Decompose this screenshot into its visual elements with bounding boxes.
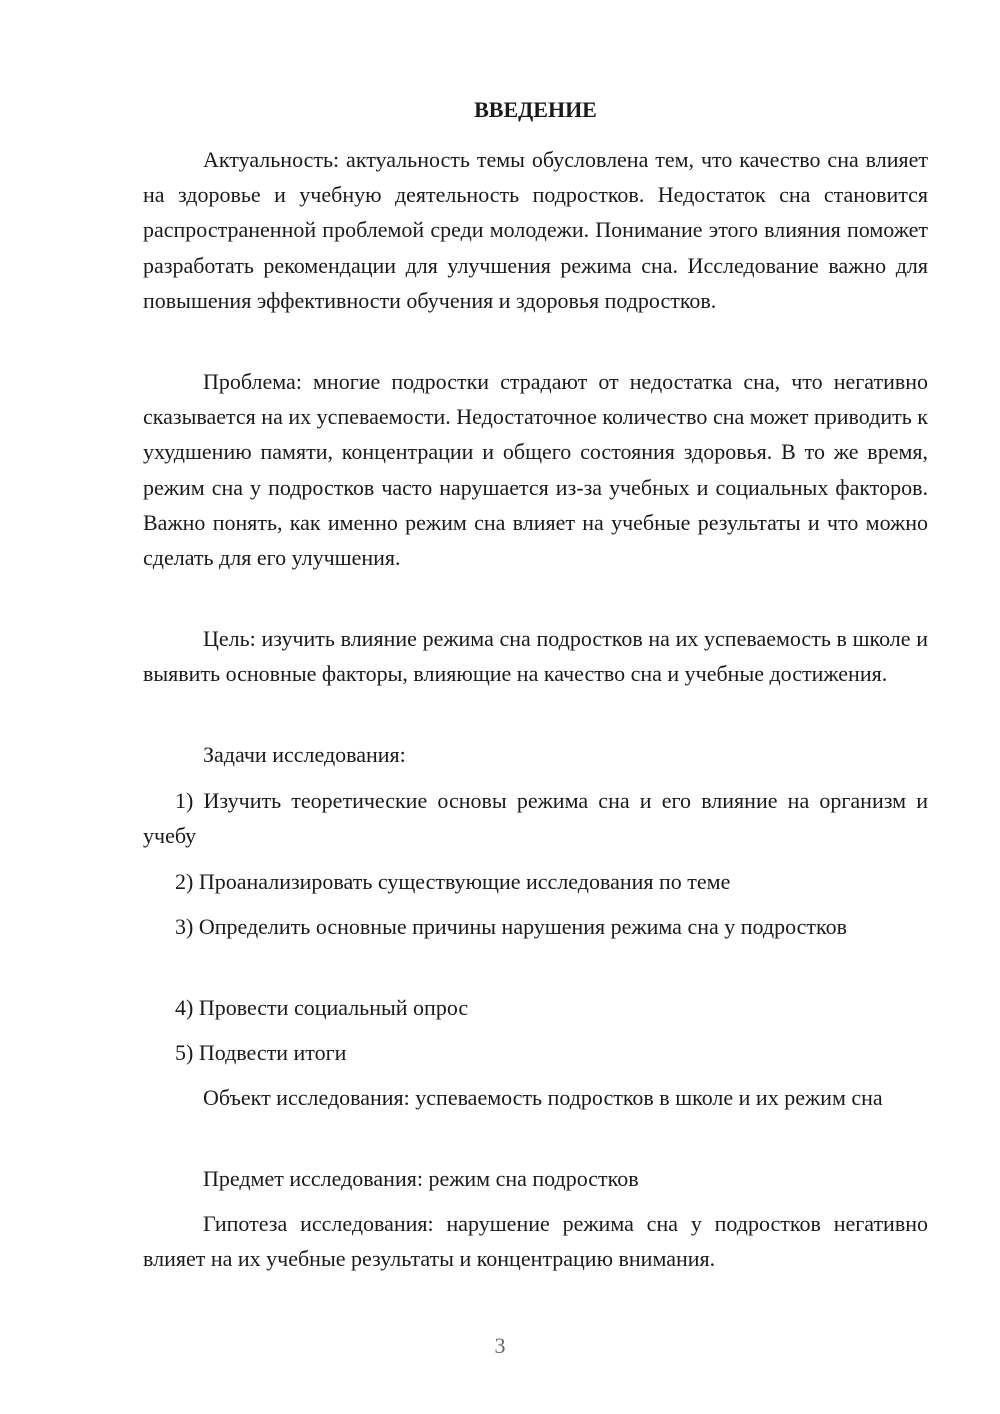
paragraph-relevance: Актуальность: актуальность темы обусловлена тем, что качество сна влияет на здоровье и учебную деятельность подростков. Недостаток сна становится распространенной проблемой среди молодежи. Понимание этого влияния поможет разработать рекомендации для улучшения режима сна. Исследование важно для повышения эффективности обучения и здоровья подростков. <box>143 147 928 313</box>
paragraph-hypothesis: Гипотеза исследования: нарушение режима сна у подростков негативно влияет на их учебные результаты и концентрацию внимания. <box>143 1211 928 1272</box>
paragraph-goal: Цель: изучить влияние режима сна подростков на их успеваемость в школе и выявить основные факторы, влияющие на качество сна и учебные достижения. <box>143 626 928 687</box>
page-title: ВВЕДЕНИЕ <box>474 97 597 122</box>
tasks-heading: Задачи исследования: <box>203 742 406 767</box>
paragraph-subject: Предмет исследования: режим сна подростков <box>203 1166 639 1191</box>
task-item: 5) Подвести итоги <box>175 1040 347 1065</box>
task-item: 4) Провести социальный опрос <box>175 995 469 1020</box>
paragraph-problem: Проблема: многие подростки страдают от недостатка сна, что негативно сказывается на их успеваемости. Недостаточное количество сна может приводить к ухудшению памяти, концентрации и общего состояния здоровья. В то же время, режим сна у подростков часто нарушается из-за учебных и социальных факторов. Важно понять, как именно режим сна влияет на учебные результаты и что можно сделать для его улучшения. <box>143 369 928 571</box>
task-item: 2) Проанализировать существующие исследования по теме <box>175 869 731 894</box>
task-item: 3) Определить основные причины нарушения режима сна у подростков <box>175 914 847 939</box>
page-number: 3 <box>494 1333 506 1358</box>
task-item: 1) Изучить теоретические основы режима сна и его влияние на организм и учебу <box>143 788 928 849</box>
paragraph-object: Объект исследования: успеваемость подростков в школе и их режим сна <box>203 1085 883 1110</box>
